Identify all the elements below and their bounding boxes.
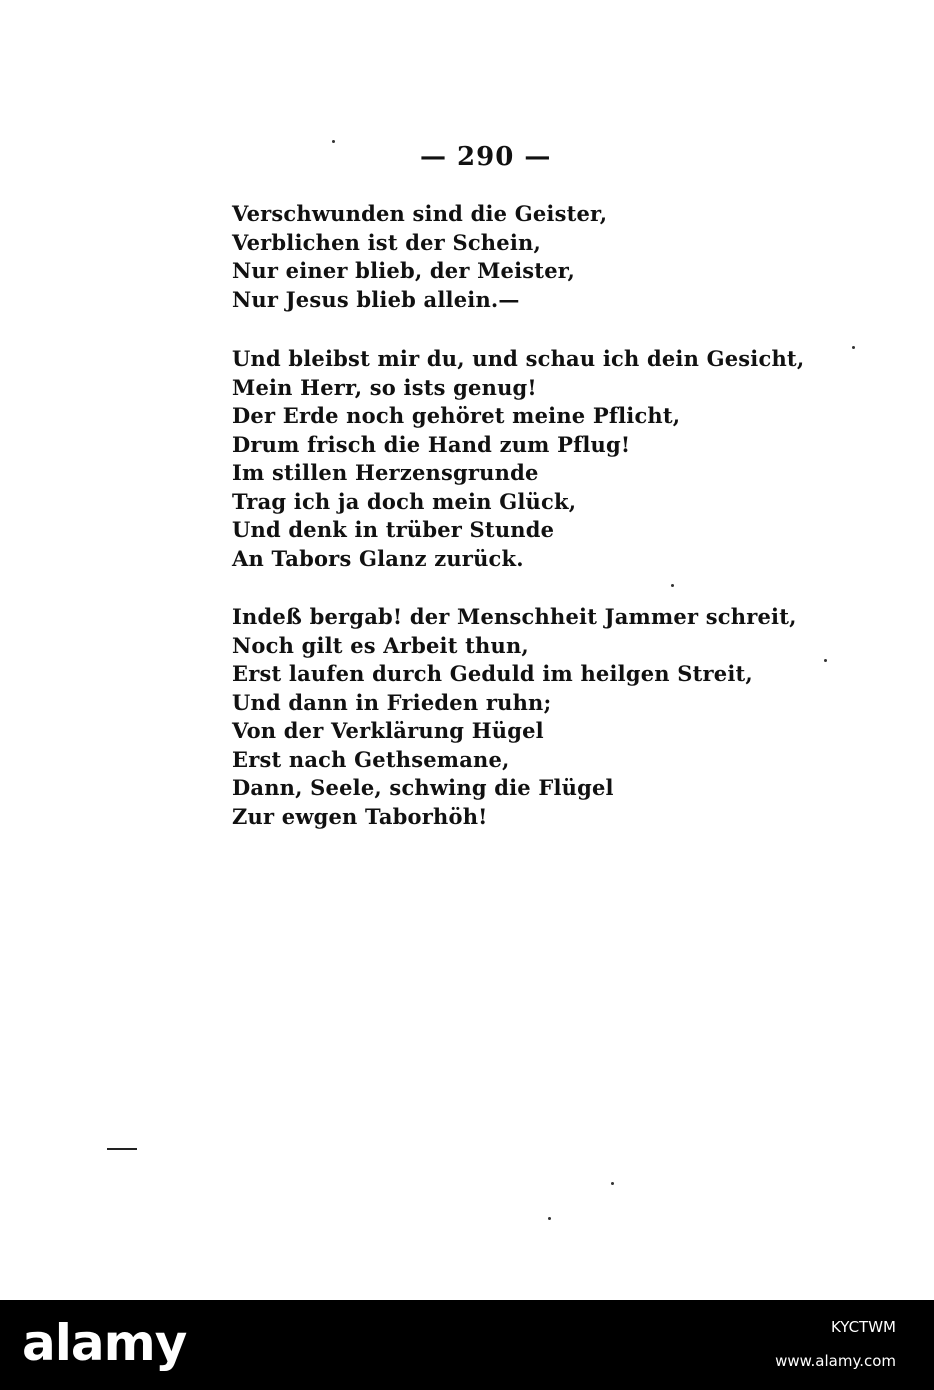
- poem-line: Und denk in trüber Stunde: [232, 517, 555, 542]
- poem-line: Verblichen ist der Schein,: [232, 229, 541, 255]
- print-speck: [332, 140, 335, 143]
- poem-line: Noch gilt es Arbeit thun,: [232, 632, 529, 658]
- print-dash-mark: [107, 1148, 137, 1150]
- print-speck: [671, 584, 674, 587]
- poem-line: Dann, Seele, schwing die Flügel: [232, 775, 614, 800]
- print-speck: [611, 1182, 614, 1185]
- poem-line: Und dann in Frieden ruhn;: [232, 689, 552, 715]
- page-number: — 290 —: [420, 142, 552, 172]
- poem-line: Im stillen Herzensgrunde: [232, 460, 539, 485]
- stanza-2: [232, 345, 804, 573]
- poem-line: An Tabors Glanz zurück.: [232, 545, 524, 571]
- poem-line: Der Erde noch gehöret meine Pflicht,: [232, 403, 681, 428]
- footer-url: www.alamy.com: [775, 1352, 896, 1370]
- stanza-3: [232, 603, 797, 831]
- poem-line: Verschwunden sind die Geister,: [232, 201, 608, 226]
- poem-line: Von der Verklärung Hügel: [232, 718, 544, 743]
- stanza-1: [232, 200, 607, 314]
- poem-line: Nur einer blieb, der Meister,: [232, 258, 576, 283]
- poem-line: Und bleibst mir du, und schau ich dein Gesicht,: [232, 346, 805, 371]
- watermark-footer: [0, 1300, 934, 1390]
- poem-line: Erst nach Gethsemane,: [232, 746, 510, 772]
- poem-line: Drum frisch die Hand zum Pflug!: [232, 431, 631, 457]
- print-speck: [548, 1217, 551, 1220]
- print-speck: [824, 659, 827, 662]
- alamy-logo: alamy: [22, 1314, 187, 1372]
- poem-line: Nur Jesus blieb allein.—: [232, 286, 520, 312]
- poem-line: Mein Herr, so ists genug!: [232, 374, 537, 400]
- poem-line: Zur ewgen Taborhöh!: [232, 803, 488, 829]
- poem-line: Indeß bergab! der Menschheit Jammer schreit,: [232, 604, 797, 629]
- poem-line: Erst laufen durch Geduld im heilgen Streit,: [232, 661, 753, 686]
- poem-line: Trag ich ja doch mein Glück,: [232, 488, 577, 514]
- print-speck: [852, 346, 855, 349]
- image-code: KYCTWM: [830, 1318, 896, 1336]
